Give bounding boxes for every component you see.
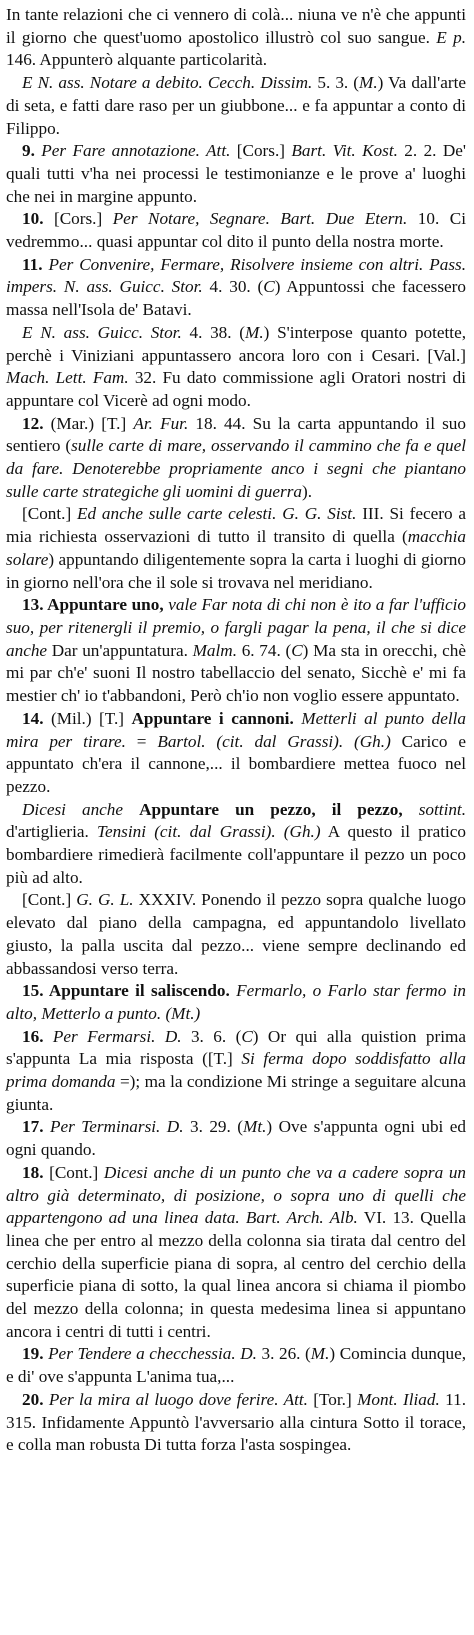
- italic-run: E p.: [436, 27, 466, 47]
- entry-paragraph: [6, 1116, 466, 1161]
- text-run: 146. Appunterò alquante particolarità.: [6, 50, 268, 70]
- text-run: (Mil.) [T.]: [43, 708, 132, 728]
- text-run: 3. 6. (: [181, 1026, 242, 1046]
- italic-run: Metterli al punto della mira per tirare.: [6, 708, 466, 751]
- entry-heading-run: 17.: [22, 1117, 44, 1137]
- entry-heading-run: 20.: [22, 1389, 44, 1409]
- text-run: ).: [301, 481, 313, 501]
- italic-run: Per Convenire, Fermare, Risolvere insieme con altri. Pass. impers. N. ass. Guicc. Stor.: [6, 254, 466, 297]
- entry-paragraph: [6, 4, 466, 72]
- italic-run: Per la mira al luogo dove ferire. Att.: [48, 1389, 308, 1409]
- text-run: ) Va dall'arte di seta, e fatti dare raso per un giubbone... e fa appuntar a conto di Filippo.: [6, 73, 466, 138]
- text-run: [Tor.]: [307, 1389, 358, 1409]
- italic-run: Per Terminarsi. D.: [49, 1117, 184, 1137]
- entry-paragraph: [6, 980, 466, 1025]
- text-run: 5. 3. (: [312, 73, 360, 93]
- text-run: 2. 2. De' quali tutti v'ha nei processi le testimonianze e le prove a' luoghi che nei in margine appunto.: [6, 141, 467, 206]
- entry-paragraph: [6, 140, 466, 208]
- italic-run: Per Notare, Segnare. Bart. Due Etern.: [112, 209, 408, 229]
- entry-paragraph: [6, 254, 466, 322]
- text-run: ) Appuntossi che facessero massa nell'Isola de' Batavi.: [6, 277, 466, 320]
- text-run: A questo il pratico bombardiere rimedierà facilmente coll'appuntare il pezzo un poco più ad alto.: [6, 822, 466, 887]
- italic-run: M.: [310, 1344, 330, 1364]
- italic-run: Per Tendere a checchessia. D.: [48, 1344, 257, 1364]
- italic-run: Ar. Fur.: [133, 413, 189, 433]
- italic-run: Per Fermarsi. D.: [52, 1026, 182, 1046]
- text-run: [Cont.]: [22, 890, 77, 910]
- entry-paragraph: [6, 1389, 466, 1457]
- entry-heading-run: 10.: [22, 209, 44, 229]
- text-run: ) Ma sta in orecchi, chè mi par ch'e' suoni Il nostro tabellaccio del senato, Sicchè e' mi fa mestier ch' io t'abbandoni, Però ch'io non voglio essere appuntato.: [6, 640, 466, 706]
- entry-heading-run: 18.: [22, 1162, 44, 1182]
- text-run: 32. Fu dato commissione agli Oratori nostri di appuntare col Vicerè ad ogni modo.: [6, 368, 466, 410]
- entry-heading-run: 13. Appuntare uno,: [22, 595, 164, 615]
- entry-heading-run: 16.: [22, 1026, 44, 1046]
- italic-run: Dicesi anche: [22, 799, 124, 819]
- italic-run: Ed anche sulle carte celesti. G. G. Sist.: [77, 504, 357, 524]
- italic-run: E N. ass. Guicc. Stor.: [22, 322, 182, 342]
- italic-run: Bartol. (cit. dal Grassi). (Gh.): [157, 731, 391, 751]
- italic-run: Fermarlo, o Farlo star fermo in alto, Metterlo a punto. (Mt.): [6, 981, 466, 1023]
- text-run: ) appuntando diligentemente sopra la carta i luoghi di giorno in giorno nell'ora che il sole si trovava nel meridiano.: [6, 549, 466, 592]
- text-run: [123, 800, 139, 819]
- entry-paragraph: [6, 594, 466, 708]
- entry-heading-run: Appuntare un pezzo, il pezzo,: [139, 799, 403, 819]
- text-run: ) Or qui alla quistion prima s'appunta La mia risposta ([T.]: [6, 1026, 466, 1069]
- text-run: III. Si fecero a mia richiesta osservazioni di tutto il transito di quella (: [6, 504, 467, 547]
- entry-heading-run: 12.: [22, 413, 44, 433]
- italic-run: Dicesi anche di un punto che va a cadere sopra un altro già determinato, di posizione, o sopra uno di quelli che appartengono ad una linea data. Bart. Arch. Alb.: [6, 1162, 467, 1228]
- text-run: 4. 38. (: [181, 322, 246, 342]
- text-run: ) S'interpose quanto potette, perchè i Viniziani appuntassero ancora loro con i Cesari. [Val.]: [6, 322, 467, 365]
- text-run: In tante relazioni che ci vennero di colà... niuna ve n'è che appunti il giorno che quest'uomo apostolico illustrò col suo sangue.: [6, 5, 466, 47]
- italic-run: G. G. L.: [76, 890, 134, 910]
- entry-paragraph: [6, 799, 466, 890]
- italic-run: Si ferma dopo soddisfatto alla prima domanda: [6, 1049, 466, 1092]
- entry-paragraph: [6, 208, 466, 253]
- text-run: ) Comincia dunque, e di' ove s'appunta L'anima tua,...: [6, 1344, 466, 1387]
- text-run: Carico e appuntato ch'era il cannone,... il bombardiere mettea fuoco nel pezzo.: [6, 731, 466, 796]
- italic-run: Mont. Iliad.: [357, 1389, 440, 1409]
- italic-run: M.: [359, 73, 378, 93]
- entry-heading-run: 19.: [22, 1344, 44, 1364]
- entry-paragraph: [6, 1026, 466, 1117]
- entry-paragraph: [6, 708, 466, 799]
- text-run: 18. 44. Su la carta appuntando il suo sentiero (: [6, 413, 466, 456]
- entry-paragraph: [6, 1162, 466, 1344]
- entry-heading-run: 11.: [22, 254, 43, 274]
- italic-run: C: [263, 277, 275, 297]
- text-run: 4. 30. (: [202, 277, 264, 297]
- text-run: Dar un'appuntatura.: [47, 640, 193, 660]
- entry-heading-run: Appuntare i cannoni.: [131, 708, 294, 728]
- entry-paragraph: [6, 413, 466, 504]
- entry-heading-run: 9.: [22, 141, 35, 161]
- text-run: [Cont.]: [43, 1162, 104, 1182]
- entry-paragraph: [6, 1343, 466, 1388]
- text-run: [Cors.]: [43, 209, 113, 229]
- italic-run: Malm.: [192, 640, 238, 660]
- text-run: =); ma la condizione Mi stringe a seguitare alcuna giunta.: [6, 1072, 466, 1114]
- text-run: =: [125, 731, 158, 751]
- italic-run: sulle carte di mare, osservando il cammino che fa e quel da fare. Denoterebbe propriamente anco i segni che piantano sulle carte strategiche gli uomini di guerra: [6, 436, 467, 501]
- italic-run: vale Far nota di chi non è ito a far l'ufficio suo, per ritenergli il premio, o fargli pagar la pena, il che si dice anche: [6, 595, 467, 660]
- italic-run: Tensini (cit. dal Grassi). (Gh.): [96, 822, 321, 842]
- text-run: 11. 315. Infidamente Appuntò l'avversario alla cintura Sotto il torace, e colla man robusta Di tutta forza l'asta sospingea.: [6, 1389, 466, 1455]
- italic-run: M.: [245, 322, 264, 342]
- text-run: [403, 800, 419, 819]
- italic-run: macchia solare: [6, 527, 466, 569]
- italic-run: Per Fare annotazione. Att.: [41, 141, 231, 161]
- entry-heading-run: 15. Appuntare il saliscendo.: [22, 981, 230, 1001]
- italic-run: C: [291, 640, 303, 660]
- text-run: [43, 1027, 52, 1046]
- text-run: 3. 29. (: [183, 1117, 244, 1137]
- text-run: ) Ove s'appunta ogni ubi ed ogni quando.: [6, 1117, 467, 1160]
- text-run: (Mar.) [T.]: [43, 413, 134, 433]
- text-run: 3. 26. (: [256, 1344, 311, 1364]
- italic-run: Mach. Lett. Fam.: [6, 368, 129, 388]
- entry-heading-run: 14.: [22, 708, 44, 728]
- italic-run: E N. ass. Notare a debito. Cecch. Dissim.: [22, 73, 313, 93]
- text-run: d'artiglieria.: [6, 822, 97, 842]
- entry-paragraph: [6, 889, 466, 980]
- entry-paragraph: [6, 72, 466, 140]
- text-run: [Cors.]: [230, 141, 292, 161]
- entry-paragraph: [6, 503, 466, 594]
- text-run: VI. 13. Quella linea che per entro al mezzo della colonna sia tirata dal centro del cerchio della superficie piana di sopra, al centro del cerchio della superficie piana di sotto, la qual linea ancora si chiama il piombo del mezzo della colonna; in questa medesima linea si appuntano ancora i centri di tutti i centri.: [6, 1208, 467, 1341]
- text-run: 10. Ci vedremmo... quasi appuntar col dito il punto della nostra morte.: [6, 209, 466, 252]
- text-run: 6. 74. (: [237, 640, 292, 660]
- italic-run: Bart. Vit. Kost.: [291, 141, 398, 161]
- italic-run: Mt.: [243, 1117, 267, 1137]
- italic-run: sottint.: [418, 799, 467, 819]
- italic-run: C: [241, 1026, 253, 1046]
- text-run: XXXIV. Ponendo il pezzo sopra qualche luogo elevato dal piano della campagna, ed appuntandolo livellato giusto, la palla uscita dal pezzo... viene sempre declinando ed abbassandosi verso terra.: [6, 890, 467, 978]
- entry-paragraph: [6, 322, 466, 413]
- text-run: [Cont.]: [22, 504, 77, 524]
